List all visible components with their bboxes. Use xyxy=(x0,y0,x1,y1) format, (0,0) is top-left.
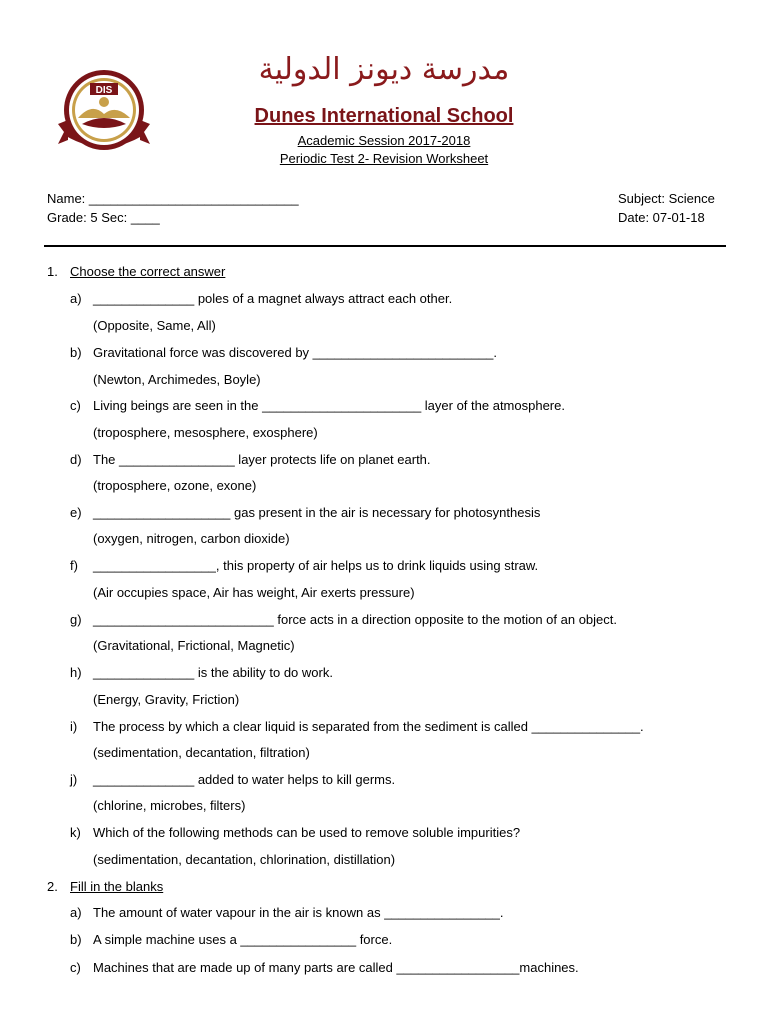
question xyxy=(70,505,540,520)
worksheet-header xyxy=(0,0,768,180)
subject-field: Subject: Science xyxy=(618,191,715,206)
question xyxy=(70,558,538,573)
logo-abbr: DIS xyxy=(95,85,113,96)
question-text: ______________ poles of a magnet always attract each other. xyxy=(93,291,453,306)
question xyxy=(70,825,520,840)
question-label: c) xyxy=(70,960,81,975)
question-text: ______________ added to water helps to kill germs. xyxy=(93,772,396,787)
question-text: Machines that are made up of many parts are called _________________machines. xyxy=(93,960,579,975)
question-text: _________________________ force acts in a direction opposite to the motion of an object. xyxy=(93,612,618,627)
question-text: The process by which a clear liquid is separated from the sediment is called _______________. xyxy=(93,719,644,734)
section-2-heading xyxy=(47,879,163,894)
question xyxy=(70,905,504,920)
question-options: (oxygen, nitrogen, carbon dioxide) xyxy=(93,531,290,546)
question-text: The amount of water vapour in the air is known as ________________. xyxy=(93,905,504,920)
question-text: ___________________ gas present in the air is necessary for photosynthesis xyxy=(93,505,541,520)
question xyxy=(70,452,431,467)
question xyxy=(70,398,565,413)
question-label: c) xyxy=(70,398,81,413)
section-title: Choose the correct answer xyxy=(70,264,226,279)
question-options: (Air occupies space, Air has weight, Air exerts pressure) xyxy=(93,585,415,600)
question-text: Gravitational force was discovered by _________________________. xyxy=(93,345,498,360)
question-label: g) xyxy=(70,612,82,627)
question xyxy=(70,291,452,306)
section-title: Fill in the blanks xyxy=(70,879,164,894)
question-label: k) xyxy=(70,825,81,840)
question-text: ______________ is the ability to do work. xyxy=(93,665,333,680)
question-label: h) xyxy=(70,665,82,680)
question-text: _________________, this property of air helps us to drink liquids using straw. xyxy=(93,558,539,573)
question-label: j) xyxy=(70,772,78,787)
question xyxy=(70,345,497,360)
question-options: (sedimentation, decantation, filtration) xyxy=(93,745,310,760)
section-1-heading xyxy=(47,264,225,279)
question-options: (troposphere, ozone, exone) xyxy=(93,478,257,493)
academic-session: Academic Session 2017-2018 xyxy=(297,133,471,148)
question-label: d) xyxy=(70,452,82,467)
question-label: a) xyxy=(70,905,82,920)
question xyxy=(70,960,579,975)
test-title: Periodic Test 2- Revision Worksheet xyxy=(279,151,489,166)
question-text: A simple machine uses a ________________ force. xyxy=(93,932,393,947)
question-options: (troposphere, mesosphere, exosphere) xyxy=(93,425,318,440)
question-label: a) xyxy=(70,291,82,306)
question-label: b) xyxy=(70,932,82,947)
school-name-arabic: مدرسة ديونز الدولية xyxy=(258,52,510,87)
question-options: (chlorine, microbes, filters) xyxy=(93,798,246,813)
section-number: 1. xyxy=(47,264,58,279)
section-number: 2. xyxy=(47,879,58,894)
question-options: (Opposite, Same, All) xyxy=(93,318,216,333)
date-field: Date: 07-01-18 xyxy=(618,210,705,225)
question-label: e) xyxy=(70,505,82,520)
question xyxy=(70,932,392,947)
grade-field: Grade: 5 Sec: ____ xyxy=(47,210,160,225)
question-label: b) xyxy=(70,345,82,360)
question xyxy=(70,719,644,734)
name-field: Name: _____________________________ xyxy=(47,191,299,206)
question-options: (Energy, Gravity, Friction) xyxy=(93,692,240,707)
question-text: The ________________ layer protects life on planet earth. xyxy=(93,452,431,467)
school-name: Dunes International School xyxy=(254,105,514,127)
question-options: (Newton, Archimedes, Boyle) xyxy=(93,372,261,387)
question-text: Living beings are seen in the ______________________ layer of the atmosphere. xyxy=(93,398,565,413)
question-text: Which of the following methods can be used to remove soluble impurities? xyxy=(93,825,521,840)
header-divider xyxy=(44,245,726,247)
question xyxy=(70,665,333,680)
question xyxy=(70,772,395,787)
school-logo xyxy=(54,66,154,162)
question-label: f) xyxy=(70,558,78,573)
question-options: (Gravitational, Frictional, Magnetic) xyxy=(93,638,295,653)
question-options: (sedimentation, decantation, chlorination, distillation) xyxy=(93,852,396,867)
question xyxy=(70,612,617,627)
question-label: i) xyxy=(70,719,78,734)
